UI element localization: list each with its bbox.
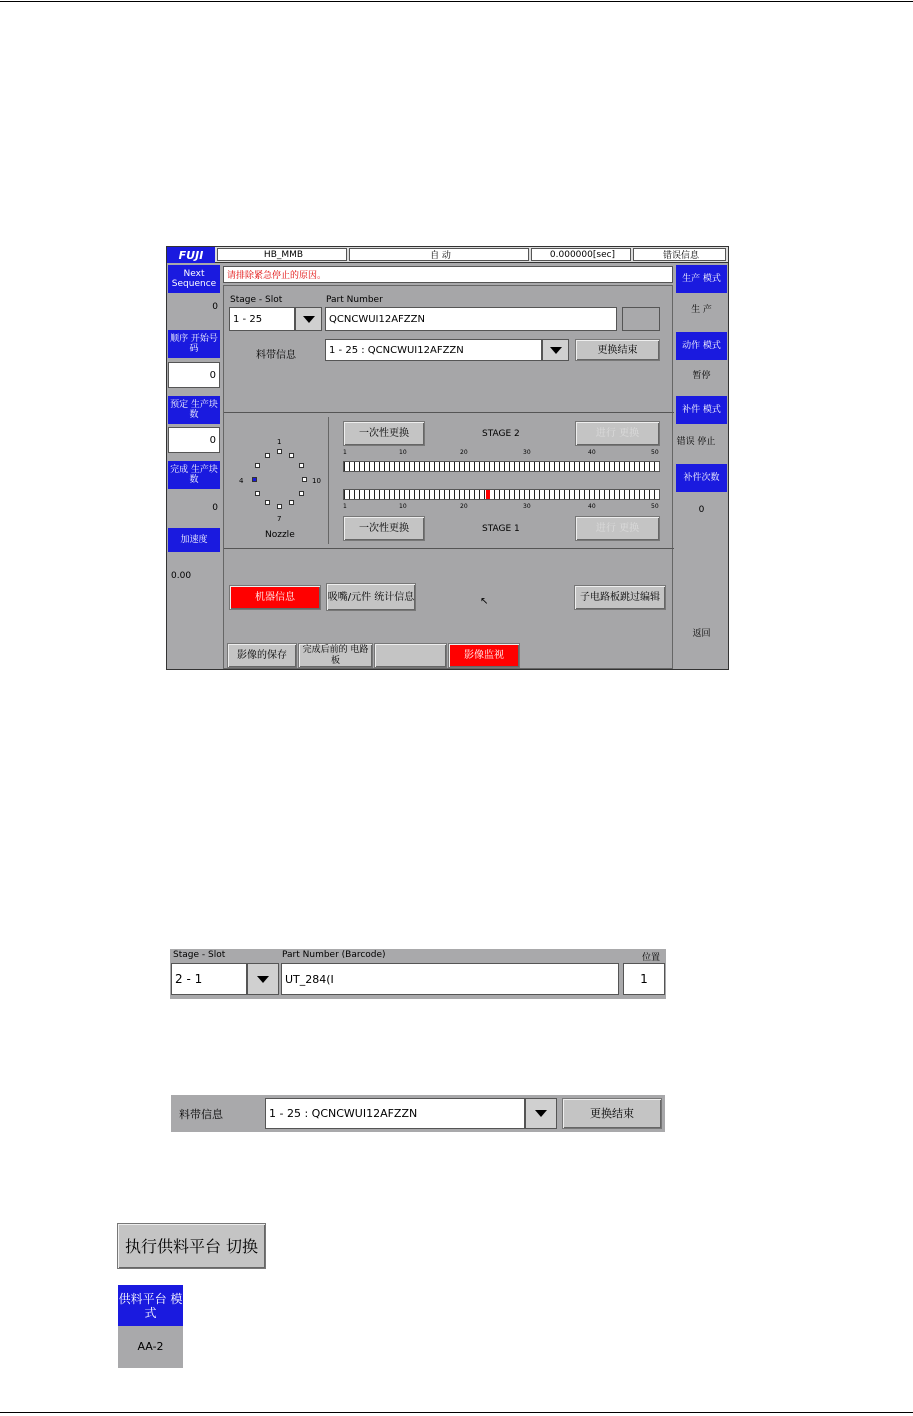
crop1-position-field[interactable]: 1 (623, 963, 665, 995)
refill-mode-value: 错误 停止 (676, 437, 716, 447)
completed-boards-value: 0 (212, 503, 218, 513)
acceleration-label: 加速度 (168, 528, 220, 552)
feeder-info-dropdown-button[interactable] (542, 339, 569, 361)
top-rule (0, 1, 913, 2)
execute-change-button-top[interactable]: 进行 更换 (575, 421, 660, 446)
title-field-3: 0.000000[sec] (531, 248, 631, 261)
nozzle-dot[interactable] (255, 463, 260, 468)
completed-boards-label: 完成 生产块数 (168, 461, 220, 489)
acceleration-value: 0.00 (171, 571, 192, 581)
planned-boards-value[interactable]: 0 (168, 427, 220, 453)
feeder-info-panel (171, 1095, 665, 1132)
return-button[interactable]: 返回 (692, 629, 711, 639)
tab-image-save[interactable]: 影像的保存 (227, 643, 297, 668)
title-bar (167, 247, 728, 263)
crop1-part-number-field[interactable]: UT_284(I (281, 963, 619, 995)
message-bar: 请排除紧急停止的原因。 (223, 266, 673, 283)
tab-completed-board[interactable]: 完成后前的 电路板 (298, 643, 373, 668)
nozzle-tick-bottom: 7 (277, 515, 282, 523)
chevron-down-icon (303, 316, 315, 323)
ruler-tick: 40 (588, 503, 596, 510)
tab-image-monitor[interactable]: 影像监视 (448, 643, 520, 668)
ruler-tick: 30 (523, 503, 531, 510)
ruler-bottom-ticks (343, 503, 660, 512)
divider (224, 412, 674, 413)
nozzle-dot[interactable] (277, 449, 282, 454)
crop1-position-label: 位置 (642, 953, 661, 963)
crop2-change-end-button[interactable]: 更换结束 (562, 1098, 662, 1129)
feeder-info-label: 料带信息 (256, 350, 296, 361)
production-mode-label: 生产 模式 (676, 265, 727, 293)
ruler-tick: 10 (399, 449, 407, 456)
ruler-tick: 1 (343, 449, 347, 456)
machine-info-button[interactable]: 机器信息 (229, 585, 321, 610)
refill-count-label: 补件次数 (676, 464, 727, 492)
stage-slot-field[interactable]: 1 - 25 (229, 307, 295, 331)
nozzle-tick-right: 10 (312, 477, 321, 485)
crop1-stage-slot-field[interactable]: 2 - 1 (171, 963, 247, 995)
next-sequence-label: Next Sequence (168, 265, 220, 293)
sequence-start-value[interactable]: 0 (168, 362, 220, 388)
nozzle-tick-left: 4 (239, 477, 244, 485)
execute-feeder-platform-switch-button[interactable]: 执行供料平台 切换 (117, 1223, 266, 1269)
ruler-tick: 10 (399, 503, 407, 510)
stage-2-label: STAGE 2 (482, 429, 520, 439)
sub-board-skip-edit-button[interactable]: 子电路板跳过编辑 (574, 585, 666, 610)
sequence-start-label: 顺序 开始号码 (168, 330, 220, 358)
machine-screen (166, 246, 729, 670)
stage-slot-panel (170, 949, 666, 999)
ruler-tick: 50 (651, 503, 659, 510)
ruler-tick: 20 (460, 449, 468, 456)
center-area (223, 285, 673, 669)
refill-count-value: 0 (698, 505, 705, 515)
part-number-label: Part Number (326, 295, 383, 305)
title-field-2: 自 动 (349, 248, 529, 261)
right-panel (675, 264, 728, 669)
divider (224, 548, 674, 549)
batch-replace-button-top[interactable]: 一次性更换 (343, 421, 425, 446)
chevron-down-icon (535, 1110, 547, 1117)
chevron-down-icon (550, 347, 562, 354)
crop1-stage-slot-label: Stage - Slot (173, 950, 226, 960)
nozzle-dot[interactable] (289, 453, 294, 458)
next-sequence-value: 0 (212, 302, 218, 312)
nozzle-dot[interactable] (277, 504, 282, 509)
ruler-tick: 20 (460, 503, 468, 510)
mouse-cursor-icon: ↖ (480, 596, 489, 607)
stage-slot-label: Stage - Slot (230, 295, 283, 305)
nozzle-dot[interactable] (289, 500, 294, 505)
production-mode-value: 生 产 (691, 305, 712, 315)
crop2-feeder-info-dropdown[interactable] (525, 1098, 557, 1129)
nozzle-label: Nozzle (265, 530, 295, 540)
feeder-info-field[interactable]: 1 - 25 : QCNCWUI12AFZZN (325, 339, 542, 361)
part-number-field[interactable]: QCNCWUI12AFZZN (325, 307, 617, 331)
ruler-tick: 1 (343, 503, 347, 510)
left-panel (167, 264, 221, 669)
change-end-button[interactable]: 更换结束 (575, 339, 660, 361)
slot-marker (486, 490, 490, 499)
stage-slot-dropdown-button[interactable] (295, 307, 322, 331)
action-mode-value: 暂停 (692, 371, 711, 381)
crop1-stage-slot-dropdown[interactable] (247, 963, 279, 995)
tab-disabled[interactable] (374, 643, 447, 668)
feeder-platform-mode-label: 供料平台 模式 (118, 1285, 183, 1326)
nozzle-stats-button[interactable]: 吸嘴/元件 统计信息 (326, 583, 416, 611)
slot-ruler-stage-2[interactable] (343, 461, 660, 472)
ruler-tick: 30 (523, 449, 531, 456)
title-field-1: HB_MMB (217, 248, 347, 261)
fuji-logo: FUJI (167, 247, 215, 263)
nozzle-dot[interactable] (265, 500, 270, 505)
batch-replace-button-bottom[interactable]: 一次性更换 (343, 516, 425, 541)
refill-mode-label: 补件 模式 (676, 396, 727, 424)
crop1-part-number-label: Part Number (Barcode) (282, 950, 386, 960)
ruler-tick: 50 (651, 449, 659, 456)
nozzle-dot-selected[interactable] (252, 477, 257, 482)
planned-boards-label: 预定 生产块数 (168, 396, 220, 424)
chevron-down-icon (257, 976, 269, 983)
crop2-feeder-info-label: 料带信息 (179, 1108, 223, 1121)
nozzle-dot[interactable] (255, 491, 260, 496)
position-box (622, 307, 660, 331)
nozzle-tick-top: 1 (277, 438, 282, 446)
ruler-top-ticks (343, 449, 660, 458)
nozzle-dot[interactable] (302, 477, 307, 482)
nozzle-dot[interactable] (265, 453, 270, 458)
crop2-feeder-info-field[interactable]: 1 - 25 : QCNCWUI12AFZZN (265, 1098, 525, 1129)
ruler-tick: 40 (588, 449, 596, 456)
bottom-rule (0, 1412, 913, 1413)
error-info-field[interactable]: 错误信息 (633, 248, 726, 261)
feeder-platform-mode-value: AA-2 (118, 1326, 183, 1368)
nozzle-area (229, 417, 329, 544)
action-mode-label: 动作 模式 (676, 332, 727, 360)
nozzle-dot[interactable] (299, 491, 304, 496)
nozzle-dot[interactable] (299, 463, 304, 468)
stage-1-label: STAGE 1 (482, 524, 520, 534)
execute-change-button-bottom[interactable]: 进行 更换 (575, 516, 660, 541)
slot-ruler-stage-1[interactable] (343, 489, 660, 500)
